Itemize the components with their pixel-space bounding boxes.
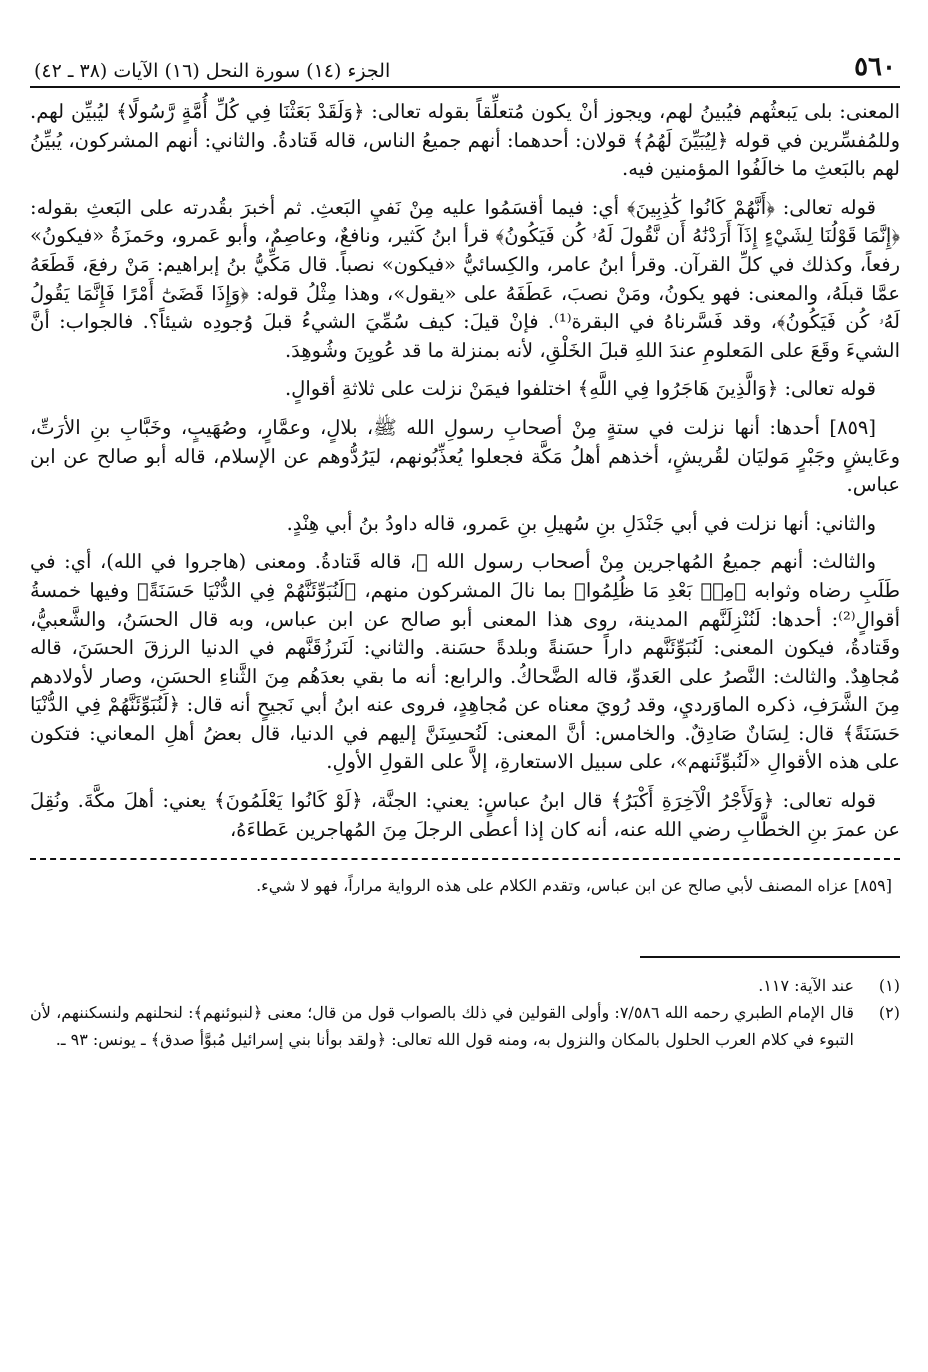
- running-title: الجزء (١٤) سورة النحل (١٦) الآيات (٣٨ ـ ٤٢): [34, 60, 391, 82]
- takhrij-note: [٨٥٩] عزاه المصنف لأبي صالح عن ابن عباس، وتقدم الكلام على هذه الرواية مراراً، فهو لا شيء.: [256, 876, 892, 896]
- footnote-text: عند الآية: ١١٧.: [758, 976, 854, 996]
- header-rule: [30, 86, 900, 88]
- footnotes: [30, 972, 900, 1053]
- page-number: ٥٦٠: [854, 52, 896, 82]
- paragraph: قوله تعالى: ﴿وَلَأَجْرُ الْآخِرَةِ أَكْبَرُ﴾ قال ابنُ عباسٍ: يعني: الجنَّة، ﴿لَوْ كَانُوا يَعْلَمُونَ﴾ يعني: أهلَ مكَّةَ. ونُقِلَ عن عمرَ بنِ الخطَّابِ رضي الله عنه، أنه كان إذا أعطى الرجلَ مِنَ المُهاجرين عَطاءَهُ،: [30, 789, 900, 841]
- paragraph: والثاني: أنها نزلت في أبي جَنْدَلِ بنِ سُهيلِ بنِ عَمرو، قاله داودُ بنُ أبي هِنْدٍ.: [286, 511, 876, 535]
- footnote: [30, 972, 900, 999]
- page: [30, 52, 900, 1053]
- paragraph: المعنى: بلى يَبعثُهم فيُبينُ لهم، ويجوز أنْ يكون مُتعلِّقاً بقوله تعالى: ﴿وَلَقَدْ بَعَثْنَا فِي كُلِّ أُمَّةٍ رَّسُولًا﴾ ليُبيِّن لهم. وللمُفسِّرين في قوله ﴿لِيُبَيِّنَ لَهُمُ﴾ قولان: أحدهما: أنهم جميعُ الناس، قاله قَتادةُ. والثاني: أنهم المشركون، يُبيِّنُ لهم بالبَعثِ ما خالَفُوا المؤمنين فيه.: [30, 100, 900, 181]
- footnote-rule: [640, 956, 900, 958]
- footnote-text: قال الإمام الطبري رحمه الله ٧/٥٨٦: وأولى القولين في ذلك بالصواب قول من قال؛ معنى ﴿لنبوئنهم﴾: لنحلنهم ولنسكننهم، لأن التبوء في كلام العرب الحلول بالمكان والنزول به، ومنه قول الله تعالى: ﴿ولقد بوأنا بني إسرائيل مُبوَّأ صدق﴾ ـ يونس: ٩٣ ـ.: [30, 1003, 855, 1050]
- paragraph: قوله تعالى: ﴿وَالَّذِينَ هَاجَرُوا فِي اللَّهِ﴾ اختلفوا فيمَنْ نزلت على ثلاثةِ أقوالٍ.: [284, 377, 876, 401]
- paragraph: قوله تعالى: ﴿أَنَّهُمْ كَانُوا كَٰذِبِينَ﴾ أي: فيما أقسَمُوا عليه مِنْ نَفيِ البَعثِ. ثم أخبرَ بقُدرته على البَعثِ بقوله: ﴿إِنَّمَا قَوْلُنَا لِشَيْءٍ إِذَآ أَرَدْنَٰهُ أَن نَّقُولَ لَهُۥ كُن فَيَكُونُ﴾ قرأ ابنُ كَثير، ونافعٌ، وعاصِمٌ، وأبو عَمرو، وحَمزَةُ «فيكونُ» رفعاً، وكذلك في كلِّ القرآن. وقرأ ابنُ عامر، والكِسائيُّ «فيكون» نصباً. قال مَكِّيُّ بنُ إبراهيم: مَنْ رفعَ، قَطَعَهُ عمَّا قبلَهُ، والمعنى: فهو يكونُ، ومَنْ نصبَ، عَطَفَهُ على «يقول»، وهذا مِثْلُ قوله: ﴿وَإِذَا قَضَىٰٓ أَمْرًا فَإِنَّمَا يَقُولُ لَهُۥ كُن فَيَكُونُ﴾، وقد فَسَّرناهُ في البقرة⁽¹⁾. فإنْ قيلَ: كيف سُمِّيَ الشيءُ قبلَ وُجودِه شيئاً؟. فالجواب: أنَّ الشيءَ وقَعَ على المَعلومِ عندَ اللهِ قبلَ الخَلْقِ، لأنه بمنزلة ما قد عُويِنَ وشُوهِدَ.: [30, 195, 900, 362]
- footnote: [30, 999, 900, 1053]
- main-text: [30, 98, 900, 844]
- footnote-number: (١): [878, 976, 900, 996]
- paragraph: [٨٥٩] أحدها: أنها نزلت في ستةٍ مِنْ أصحابِ رسولِ الله ﷺ، بلالٍ، وعمَّارٍ، وصُهَيبٍ، وخَبَّابِ بنِ الأرَتِّ، وعَايشٍ وجَبْرٍ مَوليَان لقُريشٍ، أخذهم أهلُ مَكَّة فجعلوا يُعذِّبُونهم، ليَرُدُّوهم عن الإسلام، قاله أبو صالح عن ابن عباس.: [30, 415, 900, 497]
- page-header: [30, 52, 900, 86]
- paragraph: والثالث: أنهم جميعُ المُهاجرين مِنْ أصحاب رسول الله ﷺ، قاله قَتادةُ. ومعنى (هاجروا في الله)، أي: في طَلَبِ رضاه وثوابه ﴿مِنۢ بَعْدِ مَا ظُلِمُوا﴾ بما نالَ المشركون منهم، ﴿لَنُبَوِّئَنَّهُمْ فِي الدُّنْيَا حَسَنَةً﴾ وفيها خمسةُ أقوالٍ⁽²⁾: أحدها: لَنُنْزِلَنَّهم المدينة، روى هذا المعنى أبو صالح عن ابن عباس، وبه قال الحسَنُ، والشَّعبيُّ، وقَتادةُ، فيكون المعنى: لَنُبَوِّئَنَّهم داراً حسَنةً وبلدةً حسَنة. والثاني: لَنَرزُقَنَّهم في الدنيا الرزقَ الحسَنَ، قاله مُجاهِدٌ. والثالث: النَّصرُ على العَدوِّ، قاله الضَّحاكُ. والرابع: أنه ما بقي بعدَهُم مِنَ الثَّناءِ الحسَنِ، وصار لأولادهم مِنَ الشَّرَفِ، ذكره الماوَرديِ، وقد رُويَ معناه عن مُجاهِدٍ، فروى عنه ابنُ أبي نَجيحٍ أنه قال: ﴿لَنُبَوِّئَنَّهُمْ فِي الدُّنْيَا حَسَنَةً﴾ قال: لِسَانٌ صَادِقٌ. والخامس: أنَّ المعنى: لَنُحسِنَنَّ إليهم في الدنيا، قال بعضُ أهلِ المعاني: فتكون على هذه الأقوالِ «لَنُبوِّئَنهم»، على سبيل الاستعارةِ، إلاَّ على القولِ الأولِ.: [30, 550, 900, 774]
- footnote-number: (٢): [878, 1003, 900, 1023]
- takhrij-separator: [30, 858, 900, 860]
